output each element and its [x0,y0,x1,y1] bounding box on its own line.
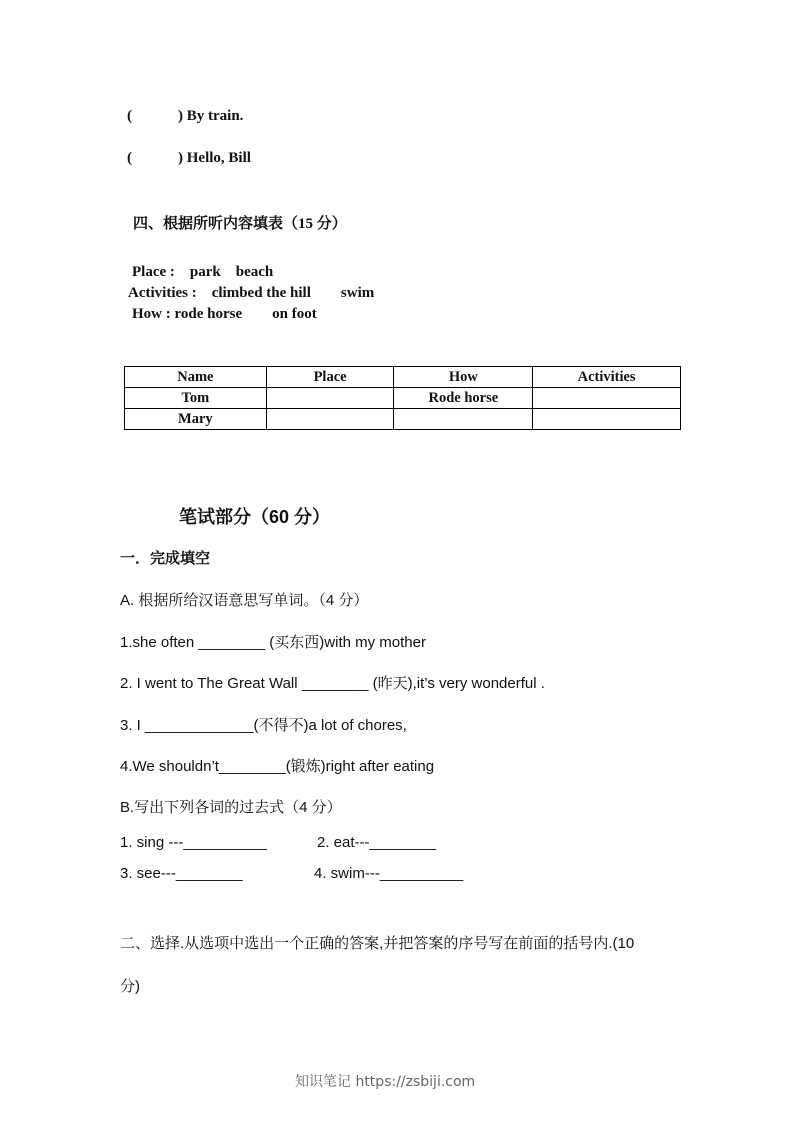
footer-watermark: 知识笔记 https://zsbiji.com [295,1074,476,1090]
cell-activities[interactable] [533,409,681,430]
listening-item [127,108,243,125]
partA-title: A. 根据所给汉语意思写单词。（4 分） [120,592,369,609]
hint-how: How : rode horse on foot [132,306,317,322]
part2-instruction-cont: 分) [120,978,140,995]
listening-item-text: Hello, Bill [186,150,251,166]
cell-activities[interactable] [533,388,681,409]
partA-item-1[interactable]: 1.she often ________ (买东西)with my mother [120,634,426,651]
table-header-row [125,367,681,388]
header-activities: Activities [533,367,681,388]
cell-name: Mary [125,409,267,430]
partB-item-2[interactable]: 2. eat---________ [317,834,437,851]
partB-item-1[interactable]: 1. sing ---__________ [120,834,267,851]
header-place: Place [266,367,394,388]
partA-item-2[interactable]: 2. I went to The Great Wall ________ (昨天),it’s very wonderful . [120,675,545,692]
hint-activities: Activities : climbed the hill swim [128,285,375,301]
hint-place: Place : park beach [132,264,274,280]
fill-table [124,366,681,430]
cell-name: Tom [125,388,267,409]
partB-item-4[interactable]: 4. swim---__________ [314,865,464,882]
part2-instruction: 二、选择.从选项中选出一个正确的答案,并把答案的序号写在前面的括号内.(10 [120,935,635,952]
section4-title: 四、根据所听内容填表（15 分） [133,216,347,232]
header-name: Name [125,367,267,388]
cell-how[interactable] [394,409,533,430]
header-how: How [394,367,533,388]
answer-bracket[interactable]: ( ) [127,108,183,124]
part1-title: 一．完成填空 [120,550,211,567]
written-section-title: 笔试部分（60 分） [179,507,331,527]
cell-how: Rode horse [394,388,533,409]
cell-place[interactable] [266,409,394,430]
listening-item-text: By train. [186,108,244,124]
partB-item-3[interactable]: 3. see---________ [120,865,243,882]
table-row [125,388,681,409]
answer-bracket[interactable]: ( ) [127,150,183,166]
partB-title: B.写出下列各词的过去式（4 分） [120,799,342,816]
table-row [125,409,681,430]
partA-item-4[interactable]: 4.We shouldn’t________(锻炼)right after eating [120,758,435,775]
listening-item [127,150,251,167]
cell-place[interactable] [266,388,394,409]
partA-item-3[interactable]: 3. I _____________(不得不)a lot of chores, [120,717,407,734]
